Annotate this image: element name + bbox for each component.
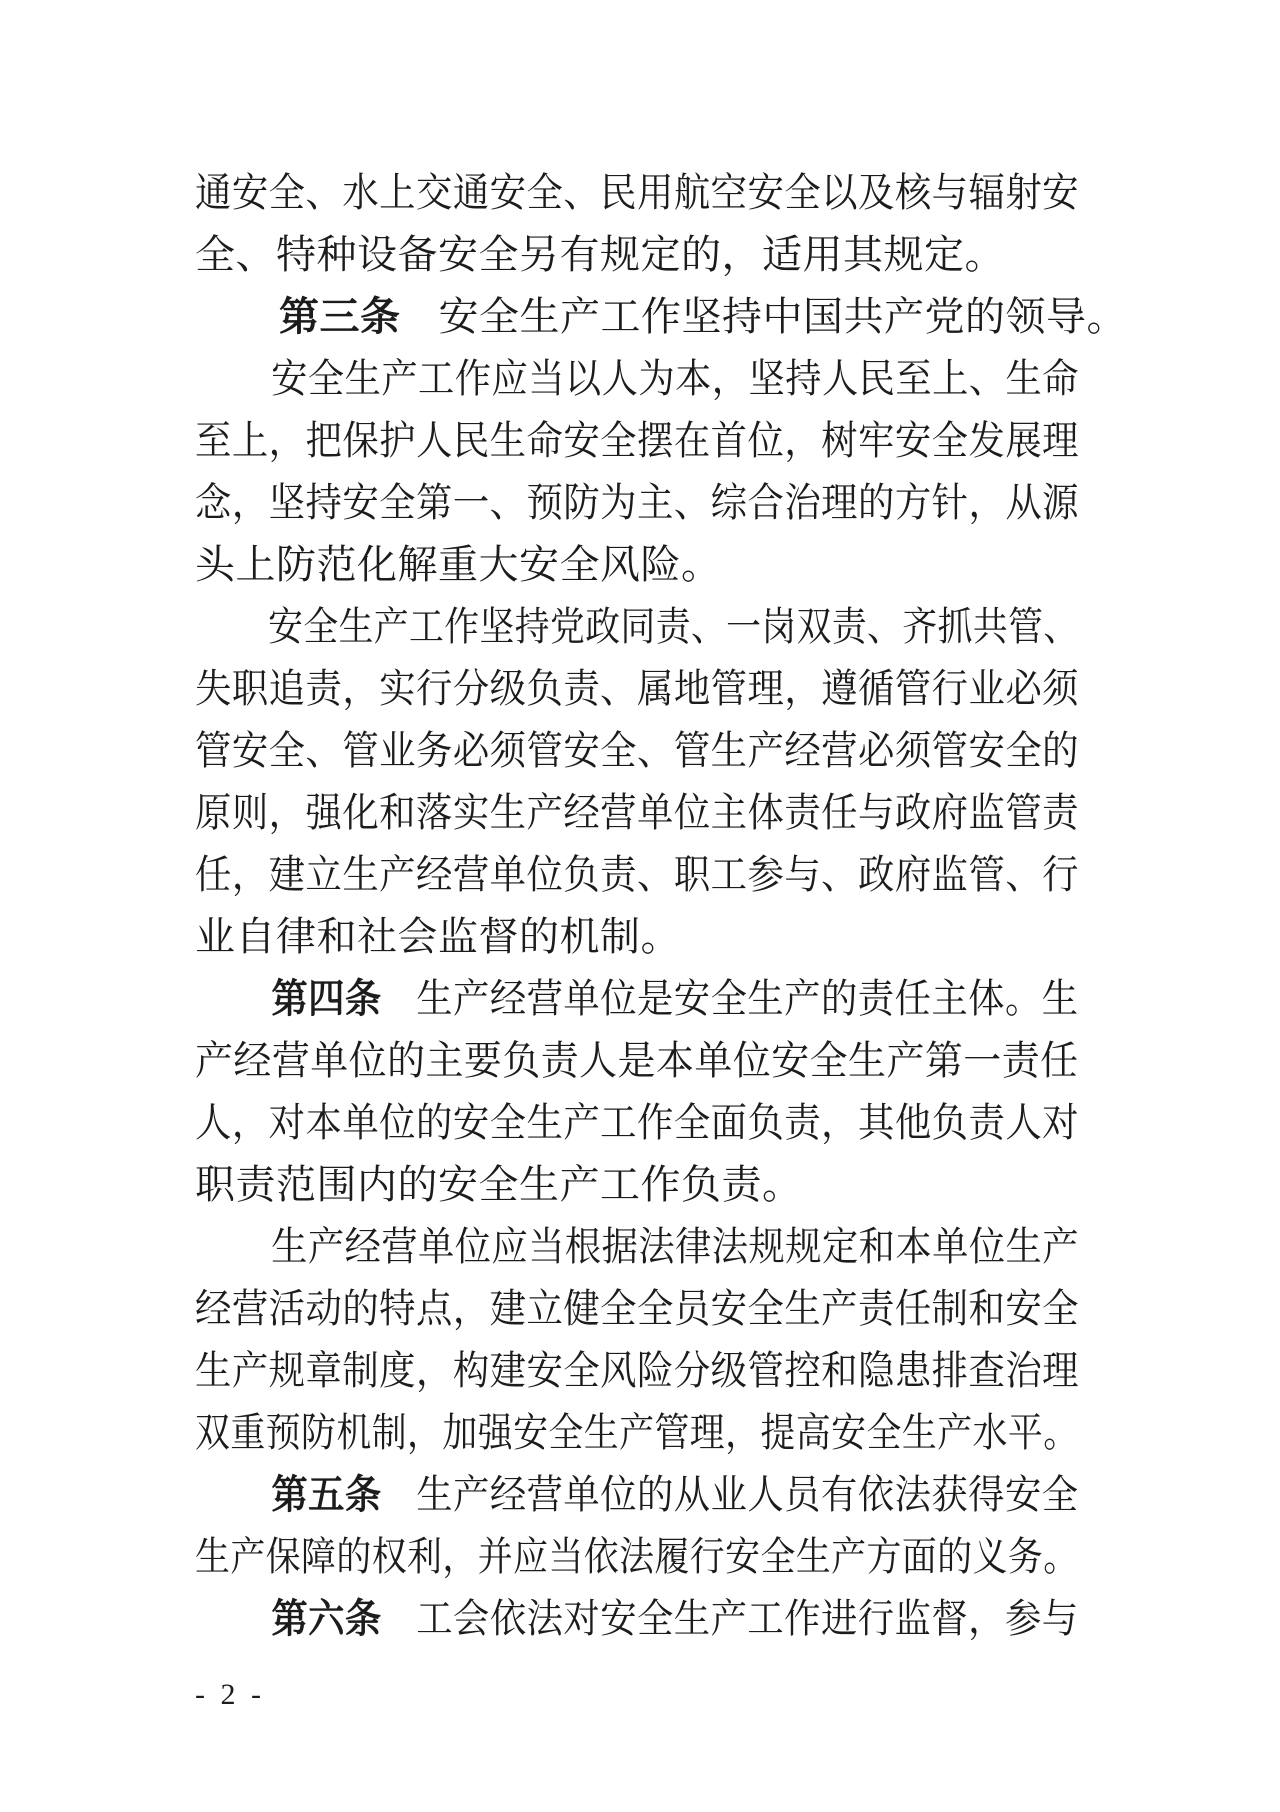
text-line: 通安全、水上交通安全、民用航空安全以及核与辐射安 [195, 170, 1079, 215]
text-line: 生产经营单位应当根据法律法规规定和本单位生产 [271, 1224, 1079, 1269]
text-line: 经营活动的特点，建立健全全员安全生产责任制和安全 [195, 1286, 1079, 1331]
text-line: 全、特种设备安全另有规定的，适用其规定。 [195, 232, 1005, 277]
text-line: 至上，把保护人民生命安全摆在首位，树牢安全发展理 [195, 418, 1079, 463]
text-line: 安全生产工作应当以人为本，坚持人民至上、生命 [271, 356, 1079, 401]
text-line: 任，建立生产经营单位负责、职工参与、政府监管、行 [195, 852, 1079, 897]
article-number: 第五条 [271, 1473, 382, 1517]
text-line: 人，对本单位的安全生产工作全面负责，其他负责人对 [195, 1100, 1079, 1145]
text-line: 失职追责，实行分级负责、属地管理，遵循管行业必须 [195, 666, 1079, 711]
page-number: - 2 - [195, 1678, 261, 1711]
text-line: 念，坚持安全第一、预防为主、综合治理的方针，从源 [195, 480, 1079, 525]
text-line: 生产保障的权利，并应当依法履行安全生产方面的义务。 [195, 1534, 1079, 1579]
text-line: 头上防范化解重大安全风险。 [195, 542, 722, 587]
text-line: 业自律和社会监督的机制。 [195, 914, 681, 959]
page-footer [195, 1680, 261, 1710]
text-line: 安全生产工作坚持党政同责、一岗双责、齐抓共管、 [268, 604, 1079, 649]
text-block [195, 162, 1127, 1650]
article-number: 第三条 [279, 295, 401, 339]
text-line: 双重预防机制，加强安全生产管理，提高安全生产水平。 [195, 1410, 1079, 1455]
article-number: 第四条 [271, 977, 382, 1021]
text-line: 第三条 安全生产工作坚持中国共产党的领导。 [279, 294, 1127, 339]
text-line: 原则，强化和落实生产经营单位主体责任与政府监管责 [195, 790, 1079, 835]
text-line: 第五条 生产经营单位的从业人员有依法获得安全 [271, 1472, 1079, 1517]
text-line: 第六条 工会依法对安全生产工作进行监督，参与 [271, 1596, 1079, 1641]
text-line: 管安全、管业务必须管安全、管生产经营必须管安全的 [195, 728, 1079, 773]
text-line: 职责范围内的安全生产工作负责。 [195, 1162, 803, 1207]
text-line: 第四条 生产经营单位是安全生产的责任主体。生 [271, 976, 1079, 1021]
article-number: 第六条 [271, 1597, 382, 1641]
text-line: 产经营单位的主要负责人是本单位安全生产第一责任 [195, 1038, 1079, 1083]
text-line: 生产规章制度，构建安全风险分级管控和隐患排查治理 [195, 1348, 1079, 1393]
